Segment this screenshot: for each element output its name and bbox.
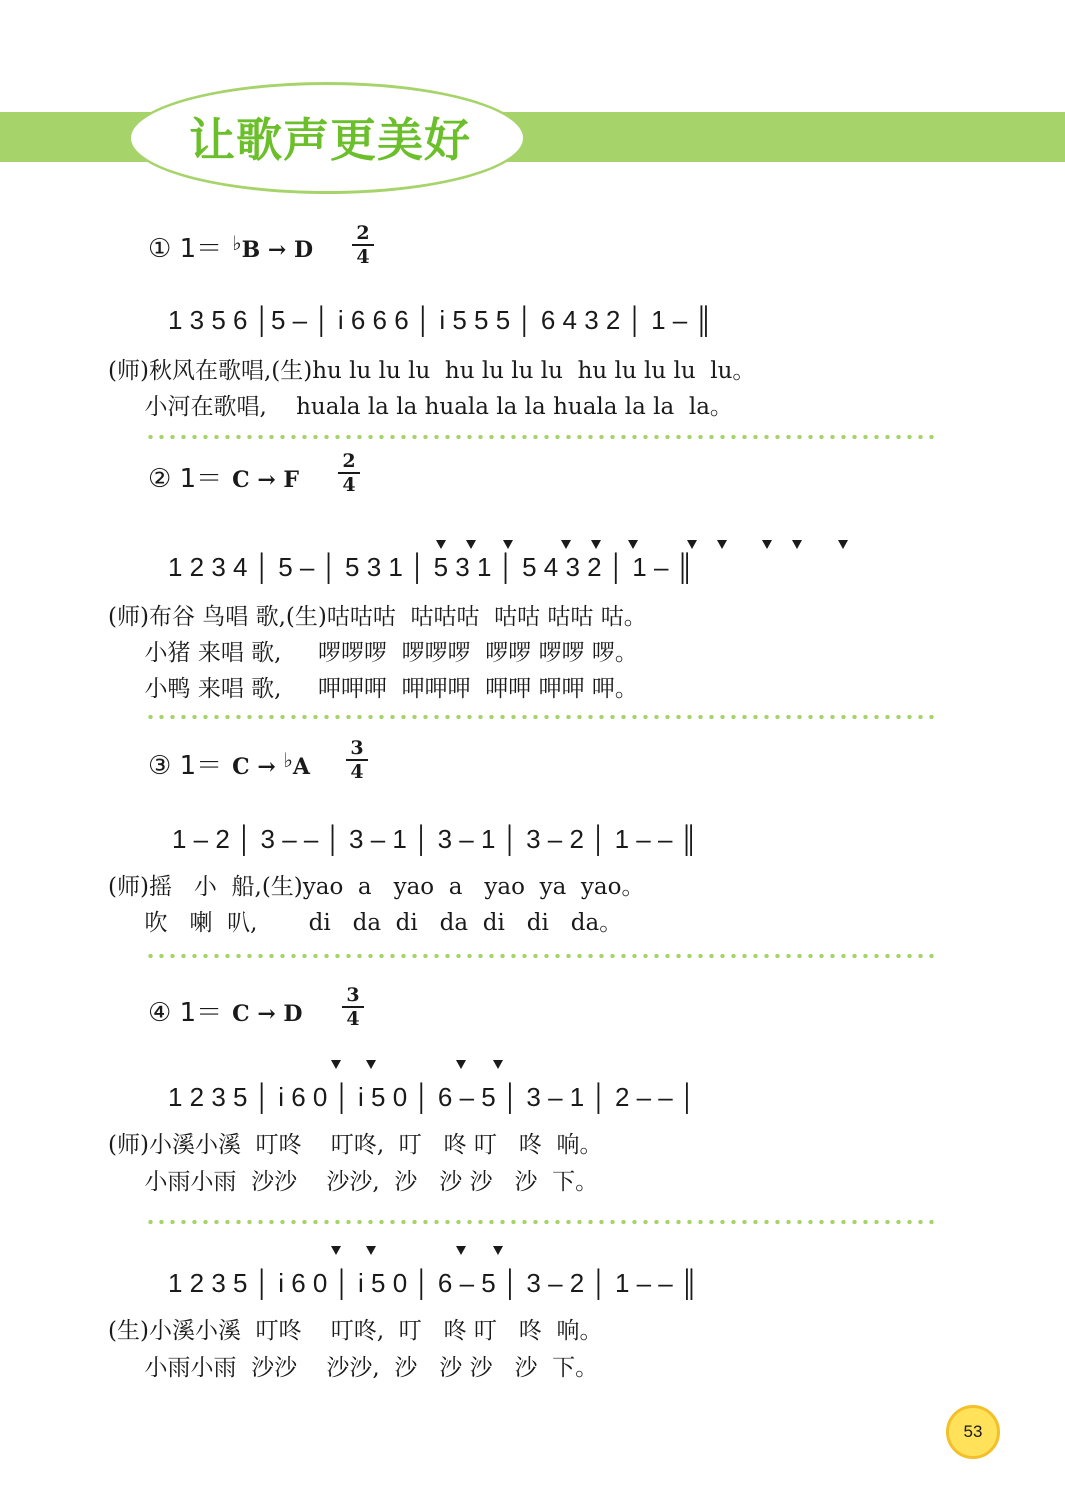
time-bottom: 4: [342, 474, 356, 496]
key-to: F: [283, 467, 300, 493]
exercise-5-lyric-2: 小雨小雨 沙沙 沙沙, 沙 沙 沙 沙 下。: [108, 1355, 599, 1381]
key-from: B: [241, 237, 261, 263]
arrow-icon: →: [257, 467, 276, 493]
exercise-4-lyric-2: 小雨小雨 沙沙 沙沙, 沙 沙 沙 沙 下。: [108, 1169, 599, 1195]
arrow-icon: →: [267, 237, 287, 263]
exercise-2-lyric-3: 小鸭 来唱 歌, 呷呷呷 呷呷呷 呷呷 呷呷 呷。: [108, 676, 638, 702]
key-from: C: [232, 754, 250, 780]
exercise-1-lyric-2: 小河在歌唱, huala la la huala la la huala la la la。: [108, 394, 733, 420]
time-bottom: 4: [346, 1008, 360, 1030]
page-number-badge: 53: [946, 1405, 1000, 1459]
exercise-5-lyric-1: (生)小溪小溪 叮咚 叮咚, 叮 咚 叮 咚 响。: [108, 1318, 603, 1344]
exercise-3-lyric-1: (师)摇 小 船,(生)yao a yao a yao ya yao。: [108, 874, 645, 900]
time-bottom: 4: [356, 246, 370, 268]
arrow-icon: →: [257, 754, 276, 780]
key-to: D: [293, 237, 314, 263]
exercise-1-notes: 1 3 5 6 │5 – │ i 6 6 6 │ i 5 5 5 │ 6 4 3 2 │ 1 – ║: [168, 305, 713, 335]
flat-sign: ♭: [283, 748, 293, 772]
exercise-3-notes: 1 – 2 │ 3 – – │ 3 – 1 │ 3 – 1 │ 3 – 2 │ 1 – – ║: [172, 824, 699, 854]
exercise-2-notes: 1 2 3 4 │ 5 – │ 5 3 1 │ 5 3 1 │ 5 4 3 2 │ 1 – ║: [168, 552, 695, 582]
key-to: D: [283, 1001, 303, 1027]
exercise-5-notes: 1 2 3 5 │ i 6 0 │ i 5 0 │ 6 – 5 │ 3 – 2 │ 1 – – ║: [168, 1268, 699, 1298]
key-to: A: [292, 754, 310, 780]
exercise-2-lyric-1: (师)布谷 鸟唱 歌,(生)咕咕咕 咕咕咕 咕咕 咕咕 咕。: [108, 604, 647, 630]
time-top: 3: [346, 737, 368, 761]
arrow-icon: →: [257, 1001, 276, 1027]
exercise-2-label: ② 1＝: [148, 464, 223, 494]
exercise-3-lyric-2: 吹 喇 叭, di da di da di di da。: [108, 910, 623, 936]
exercise-1-lyric-1: (师)秋风在歌唱,(生)hu lu lu lu hu lu lu lu hu lu lu lu lu。: [108, 358, 756, 384]
exercise-3-label: ③ 1＝: [148, 751, 223, 781]
key-from: C: [232, 467, 250, 493]
time-top: 2: [338, 450, 360, 474]
page-title: 让歌声更美好: [189, 113, 471, 167]
time-bottom: 4: [350, 761, 364, 783]
exercise-2-lyric-2: 小猪 来唱 歌, 啰啰啰 啰啰啰 啰啰 啰啰 啰。: [108, 640, 638, 666]
exercise-1-label: ① 1＝: [148, 234, 223, 264]
flat-sign: ♭: [232, 231, 242, 255]
accent-triangles: [331, 540, 848, 1255]
exercise-4-label: ④ 1＝: [148, 998, 223, 1028]
time-top: 2: [352, 222, 374, 246]
key-from: C: [232, 1001, 250, 1027]
exercise-4-lyric-1: (师)小溪小溪 叮咚 叮咚, 叮 咚 叮 咚 响。: [108, 1132, 603, 1158]
exercise-4-notes: 1 2 3 5 │ i 6 0 │ i 5 0 │ 6 – 5 │ 3 – 1 │ 2 – – │: [168, 1082, 697, 1112]
time-top: 3: [342, 984, 364, 1008]
